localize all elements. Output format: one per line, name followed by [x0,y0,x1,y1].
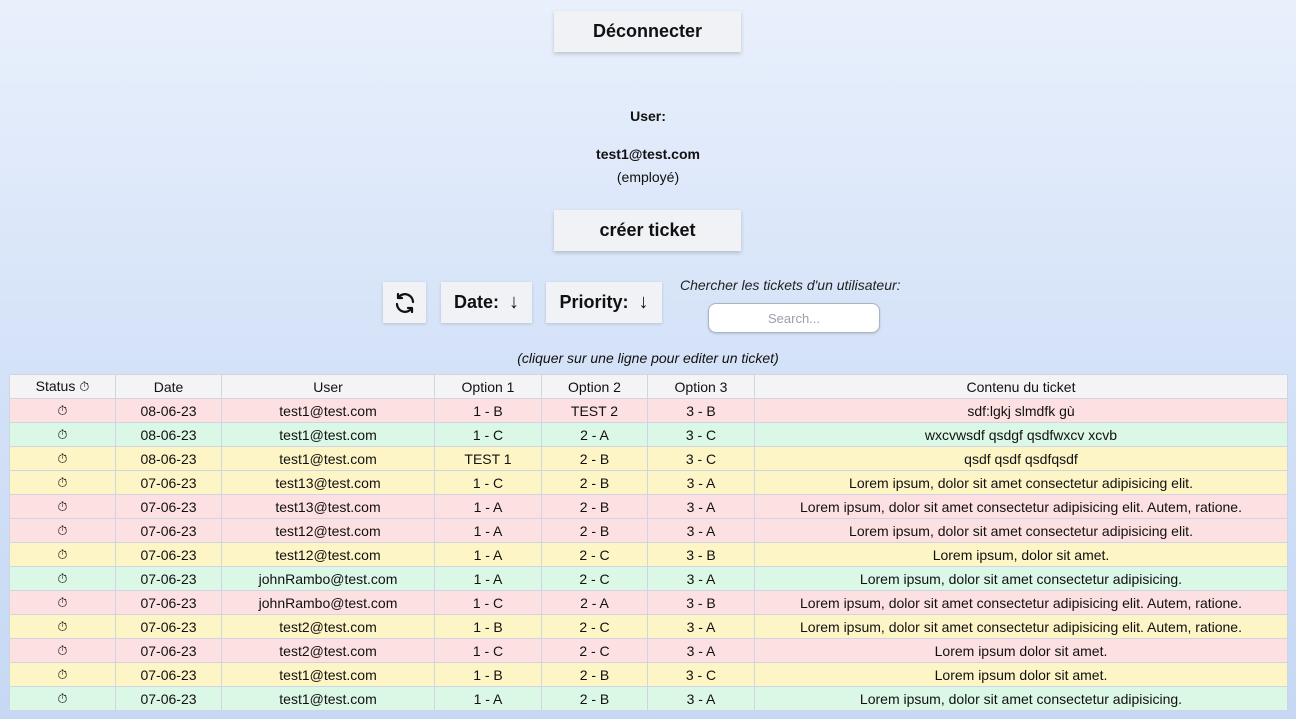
table-row[interactable] [10,663,1288,687]
option-3-cell: 3 - A [648,687,755,711]
sort-date-button[interactable] [441,282,532,323]
stopwatch-icon: ⏱ [57,403,68,418]
content-cell: Lorem ipsum, dolor sit amet consectetur adipisicing elit. Autem, ratione. [755,615,1288,639]
option-2-cell: TEST 2 [542,399,648,423]
option-2-cell: 2 - B [542,687,648,711]
option-1-cell: 1 - A [435,543,542,567]
table-row[interactable] [10,591,1288,615]
arrow-down-icon: ↓ [509,291,519,313]
refresh-icon [393,291,417,315]
date-cell: 08-06-23 [116,423,222,447]
content-cell: Lorem ipsum dolor sit amet. [755,663,1288,687]
table-row[interactable] [10,495,1288,519]
option-2-cell: 2 - B [542,495,648,519]
table-row[interactable] [10,471,1288,495]
table-row[interactable] [10,543,1288,567]
content-cell: sdf:lgkj slmdfk gù [755,399,1288,423]
stopwatch-icon: ⏱ [57,643,68,658]
user-cell: test1@test.com [222,423,435,447]
content-cell: qsdf qsdf qsdfqsdf [755,447,1288,471]
table-header-row [10,375,1288,399]
user-role: (employé) [616,169,680,185]
stopwatch-icon: ⏱ [57,667,68,682]
table-row[interactable] [10,639,1288,663]
option-1-cell: 1 - A [435,495,542,519]
option-3-cell: 3 - B [648,591,755,615]
option-2-cell: 2 - B [542,519,648,543]
date-cell: 07-06-23 [116,567,222,591]
table-row[interactable] [10,687,1288,711]
stopwatch-icon: ⏱ [57,523,68,538]
content-cell: Lorem ipsum dolor sit amet. [755,639,1288,663]
content-cell: Lorem ipsum, dolor sit amet consectetur adipisicing. [755,567,1288,591]
user-cell: johnRambo@test.com [222,567,435,591]
date-cell: 07-06-23 [116,591,222,615]
user-label: User: [630,108,666,124]
stopwatch-icon: ⏱ [57,691,68,706]
stopwatch-icon: ⏱ [57,571,68,586]
date-cell: 07-06-23 [116,639,222,663]
status-cell [10,543,116,567]
search-input[interactable] [708,303,880,333]
option-3-cell: 3 - A [648,567,755,591]
date-cell: 07-06-23 [116,543,222,567]
option-1-cell: 1 - C [435,423,542,447]
user-cell: test12@test.com [222,519,435,543]
status-cell [10,663,116,687]
status-cell [10,519,116,543]
option-2-cell: 2 - C [542,543,648,567]
status-cell [10,639,116,663]
option-1-cell: 1 - C [435,471,542,495]
option-1-cell: 1 - A [435,687,542,711]
option-3-cell: 3 - B [648,399,755,423]
search-label: Chercher les tickets d'un utilisateur: [680,277,901,293]
table-row[interactable] [10,399,1288,423]
content-cell: Lorem ipsum, dolor sit amet consectetur adipisicing elit. Autem, ratione. [755,591,1288,615]
option-3-cell: 3 - B [648,543,755,567]
sort-priority-button[interactable] [546,282,662,323]
table-row[interactable] [10,423,1288,447]
stopwatch-icon: ⏱ [57,427,68,442]
stopwatch-icon: ⏱ [57,475,68,490]
user-cell: test12@test.com [222,543,435,567]
stopwatch-icon: ⏱ [79,379,90,394]
status-cell [10,399,116,423]
date-cell: 07-06-23 [116,471,222,495]
stopwatch-icon: ⏱ [57,499,68,514]
option-3-cell: 3 - C [648,447,755,471]
option-3-cell: 3 - C [648,663,755,687]
tickets-table [9,374,1288,711]
option-3-cell: 3 - A [648,495,755,519]
status-cell [10,591,116,615]
arrow-down-icon: ↓ [638,291,649,313]
date-cell: 07-06-23 [116,495,222,519]
content-cell: Lorem ipsum, dolor sit amet consectetur adipisicing elit. [755,471,1288,495]
header-status[interactable] [10,375,116,399]
option-3-cell: 3 - A [648,471,755,495]
option-1-cell: 1 - C [435,639,542,663]
header-option-3[interactable]: Option 3 [648,375,755,399]
option-3-cell: 3 - C [648,423,755,447]
option-2-cell: 2 - A [542,591,648,615]
option-2-cell: 2 - B [542,447,648,471]
status-cell [10,615,116,639]
option-2-cell: 2 - C [542,567,648,591]
user-cell: johnRambo@test.com [222,591,435,615]
option-1-cell: 1 - B [435,663,542,687]
create-ticket-button[interactable]: créer ticket [554,210,741,251]
user-cell: test2@test.com [222,615,435,639]
date-cell: 08-06-23 [116,399,222,423]
date-cell: 07-06-23 [116,519,222,543]
content-cell: Lorem ipsum, dolor sit amet. [755,543,1288,567]
logout-button[interactable]: Déconnecter [554,11,741,52]
option-2-cell: 2 - C [542,639,648,663]
header-option-2[interactable]: Option 2 [542,375,648,399]
header-option-1[interactable]: Option 1 [435,375,542,399]
stopwatch-icon: ⏱ [57,451,68,466]
header-content[interactable]: Contenu du ticket [755,375,1288,399]
option-3-cell: 3 - A [648,615,755,639]
status-cell [10,447,116,471]
content-cell: Lorem ipsum, dolor sit amet consectetur adipisicing elit. [755,519,1288,543]
header-date[interactable]: Date [116,375,222,399]
option-2-cell: 2 - A [542,423,648,447]
option-1-cell: 1 - A [435,567,542,591]
option-3-cell: 3 - A [648,519,755,543]
status-cell [10,567,116,591]
user-cell: test1@test.com [222,663,435,687]
user-cell: test13@test.com [222,495,435,519]
refresh-button[interactable] [383,282,426,323]
content-cell: wxcvwsdf qsdgf qsdfwxcv xcvb [755,423,1288,447]
table-row[interactable] [10,447,1288,471]
option-3-cell: 3 - A [648,639,755,663]
user-cell: test1@test.com [222,447,435,471]
content-cell: Lorem ipsum, dolor sit amet consectetur adipisicing elit. Autem, ratione. [755,495,1288,519]
user-email: test1@test.com [596,146,700,162]
option-1-cell: 1 - C [435,591,542,615]
date-cell: 08-06-23 [116,447,222,471]
sort-priority-label: Priority: [559,292,629,312]
status-cell [10,687,116,711]
table-row[interactable] [10,519,1288,543]
stopwatch-icon: ⏱ [57,619,68,634]
date-cell: 07-06-23 [116,615,222,639]
user-cell: test13@test.com [222,471,435,495]
content-cell: Lorem ipsum, dolor sit amet consectetur adipisicing. [755,687,1288,711]
option-1-cell: TEST 1 [435,447,542,471]
option-1-cell: 1 - B [435,615,542,639]
table-row[interactable] [10,615,1288,639]
user-cell: test1@test.com [222,399,435,423]
status-cell [10,423,116,447]
option-2-cell: 2 - C [542,615,648,639]
sort-date-label: Date: [453,292,499,312]
option-2-cell: 2 - B [542,663,648,687]
status-cell [10,471,116,495]
header-user[interactable]: User [222,375,435,399]
header-status-label: Status [35,378,76,394]
date-cell: 07-06-23 [116,663,222,687]
user-cell: test2@test.com [222,639,435,663]
option-2-cell: 2 - B [542,471,648,495]
date-cell: 07-06-23 [116,687,222,711]
option-1-cell: 1 - B [435,399,542,423]
edit-hint: (cliquer sur une ligne pour editer un ticket) [517,350,779,366]
stopwatch-icon: ⏱ [57,547,68,562]
option-1-cell: 1 - A [435,519,542,543]
table-row[interactable] [10,567,1288,591]
user-cell: test1@test.com [222,687,435,711]
stopwatch-icon: ⏱ [57,595,68,610]
status-cell [10,495,116,519]
